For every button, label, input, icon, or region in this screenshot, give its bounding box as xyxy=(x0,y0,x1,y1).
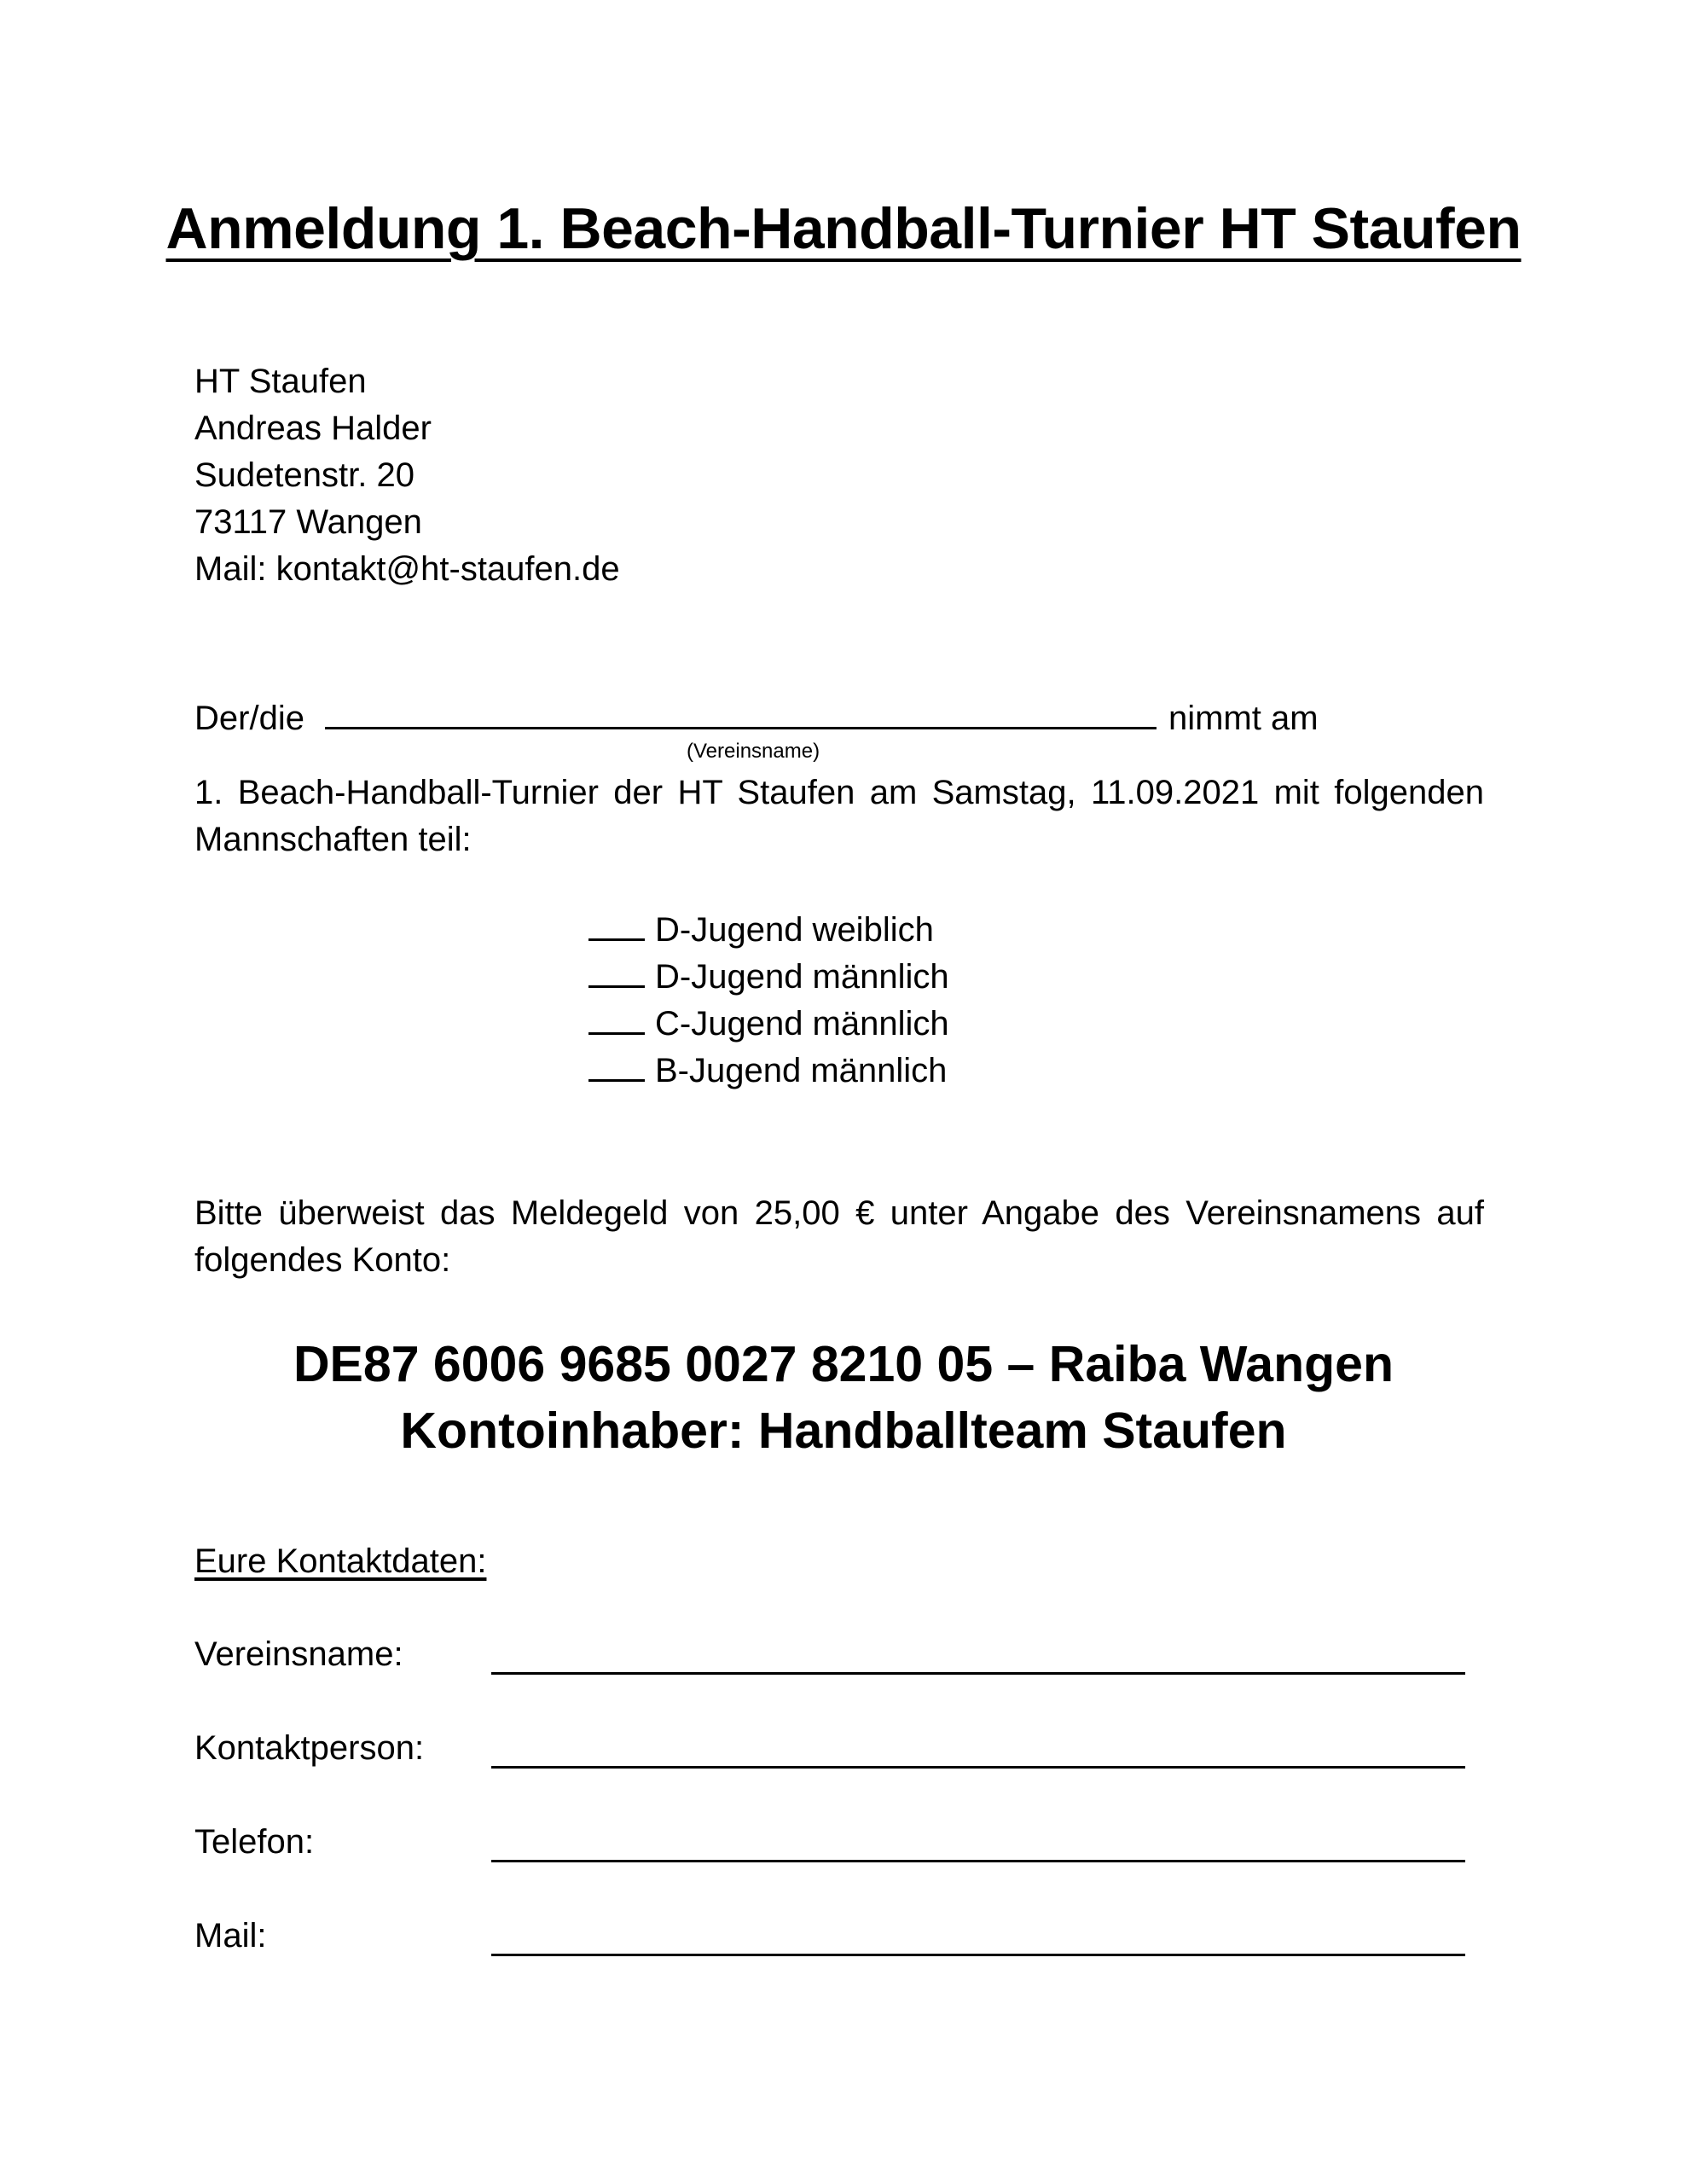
contact-field-mail xyxy=(194,1913,1491,1964)
page-title: Anmeldung 1. Beach-Handball-Turnier HT Staufen xyxy=(165,196,1522,261)
field-blank[interactable] xyxy=(491,1766,1465,1769)
payment-instructions: Bitte überweist das Meldegeld von 25,00 € unter Angabe des Vereinsnamens auf folgendes Konto: xyxy=(194,1194,1484,1279)
address-org: HT Staufen xyxy=(194,363,367,400)
address-street: Sudetenstr. 20 xyxy=(194,456,415,494)
contact-heading: Eure Kontaktdaten: xyxy=(194,1542,487,1580)
bank-iban-line: DE87 6006 9685 0027 8210 05 – Raiba Wangen xyxy=(293,1336,1394,1392)
team-checkbox-blank[interactable] xyxy=(588,955,645,988)
team-label: D-Jugend männlich xyxy=(655,958,949,996)
address-mail: Mail: kontakt@ht-staufen.de xyxy=(194,550,620,588)
club-name-line xyxy=(194,693,1319,742)
team-list xyxy=(588,907,949,1095)
field-label: Telefon: xyxy=(194,1823,315,1861)
club-name-hint: (Vereinsname) xyxy=(687,740,820,763)
team-item xyxy=(588,1001,949,1048)
team-label: B-Jugend männlich xyxy=(655,1052,948,1089)
intro-prefix: Der/die xyxy=(194,700,304,737)
field-blank[interactable] xyxy=(491,1954,1465,1956)
team-label: C-Jugend männlich xyxy=(655,1005,949,1043)
field-label: Mail: xyxy=(194,1917,267,1955)
field-label: Kontaktperson: xyxy=(194,1729,425,1767)
club-name-blank[interactable] xyxy=(325,693,1157,729)
team-checkbox-blank[interactable] xyxy=(588,1002,645,1035)
contact-field-club xyxy=(194,1631,1491,1682)
bank-details xyxy=(0,1331,1687,1464)
intro-text: 1. Beach-Handball-Turnier der HT Staufen am Samstag, 11.09.2021 mit folgenden Mannschaften teil: xyxy=(194,774,1484,858)
field-blank[interactable] xyxy=(491,1860,1465,1862)
team-item xyxy=(588,907,949,954)
contact-field-person xyxy=(194,1725,1491,1776)
contact-field-phone xyxy=(194,1819,1491,1870)
team-label: D-Jugend weiblich xyxy=(655,911,934,949)
field-blank[interactable] xyxy=(491,1672,1465,1675)
field-label: Vereinsname: xyxy=(194,1635,403,1673)
intro-suffix: nimmt am xyxy=(1168,700,1319,737)
team-checkbox-blank[interactable] xyxy=(588,1048,645,1082)
address-city: 73117 Wangen xyxy=(194,503,422,541)
bank-holder-line: Kontoinhaber: Handballteam Staufen xyxy=(400,1403,1287,1459)
address-block xyxy=(194,358,620,593)
team-checkbox-blank[interactable] xyxy=(588,908,645,941)
address-person: Andreas Halder xyxy=(194,410,432,447)
team-item xyxy=(588,1048,949,1095)
team-item xyxy=(588,954,949,1001)
